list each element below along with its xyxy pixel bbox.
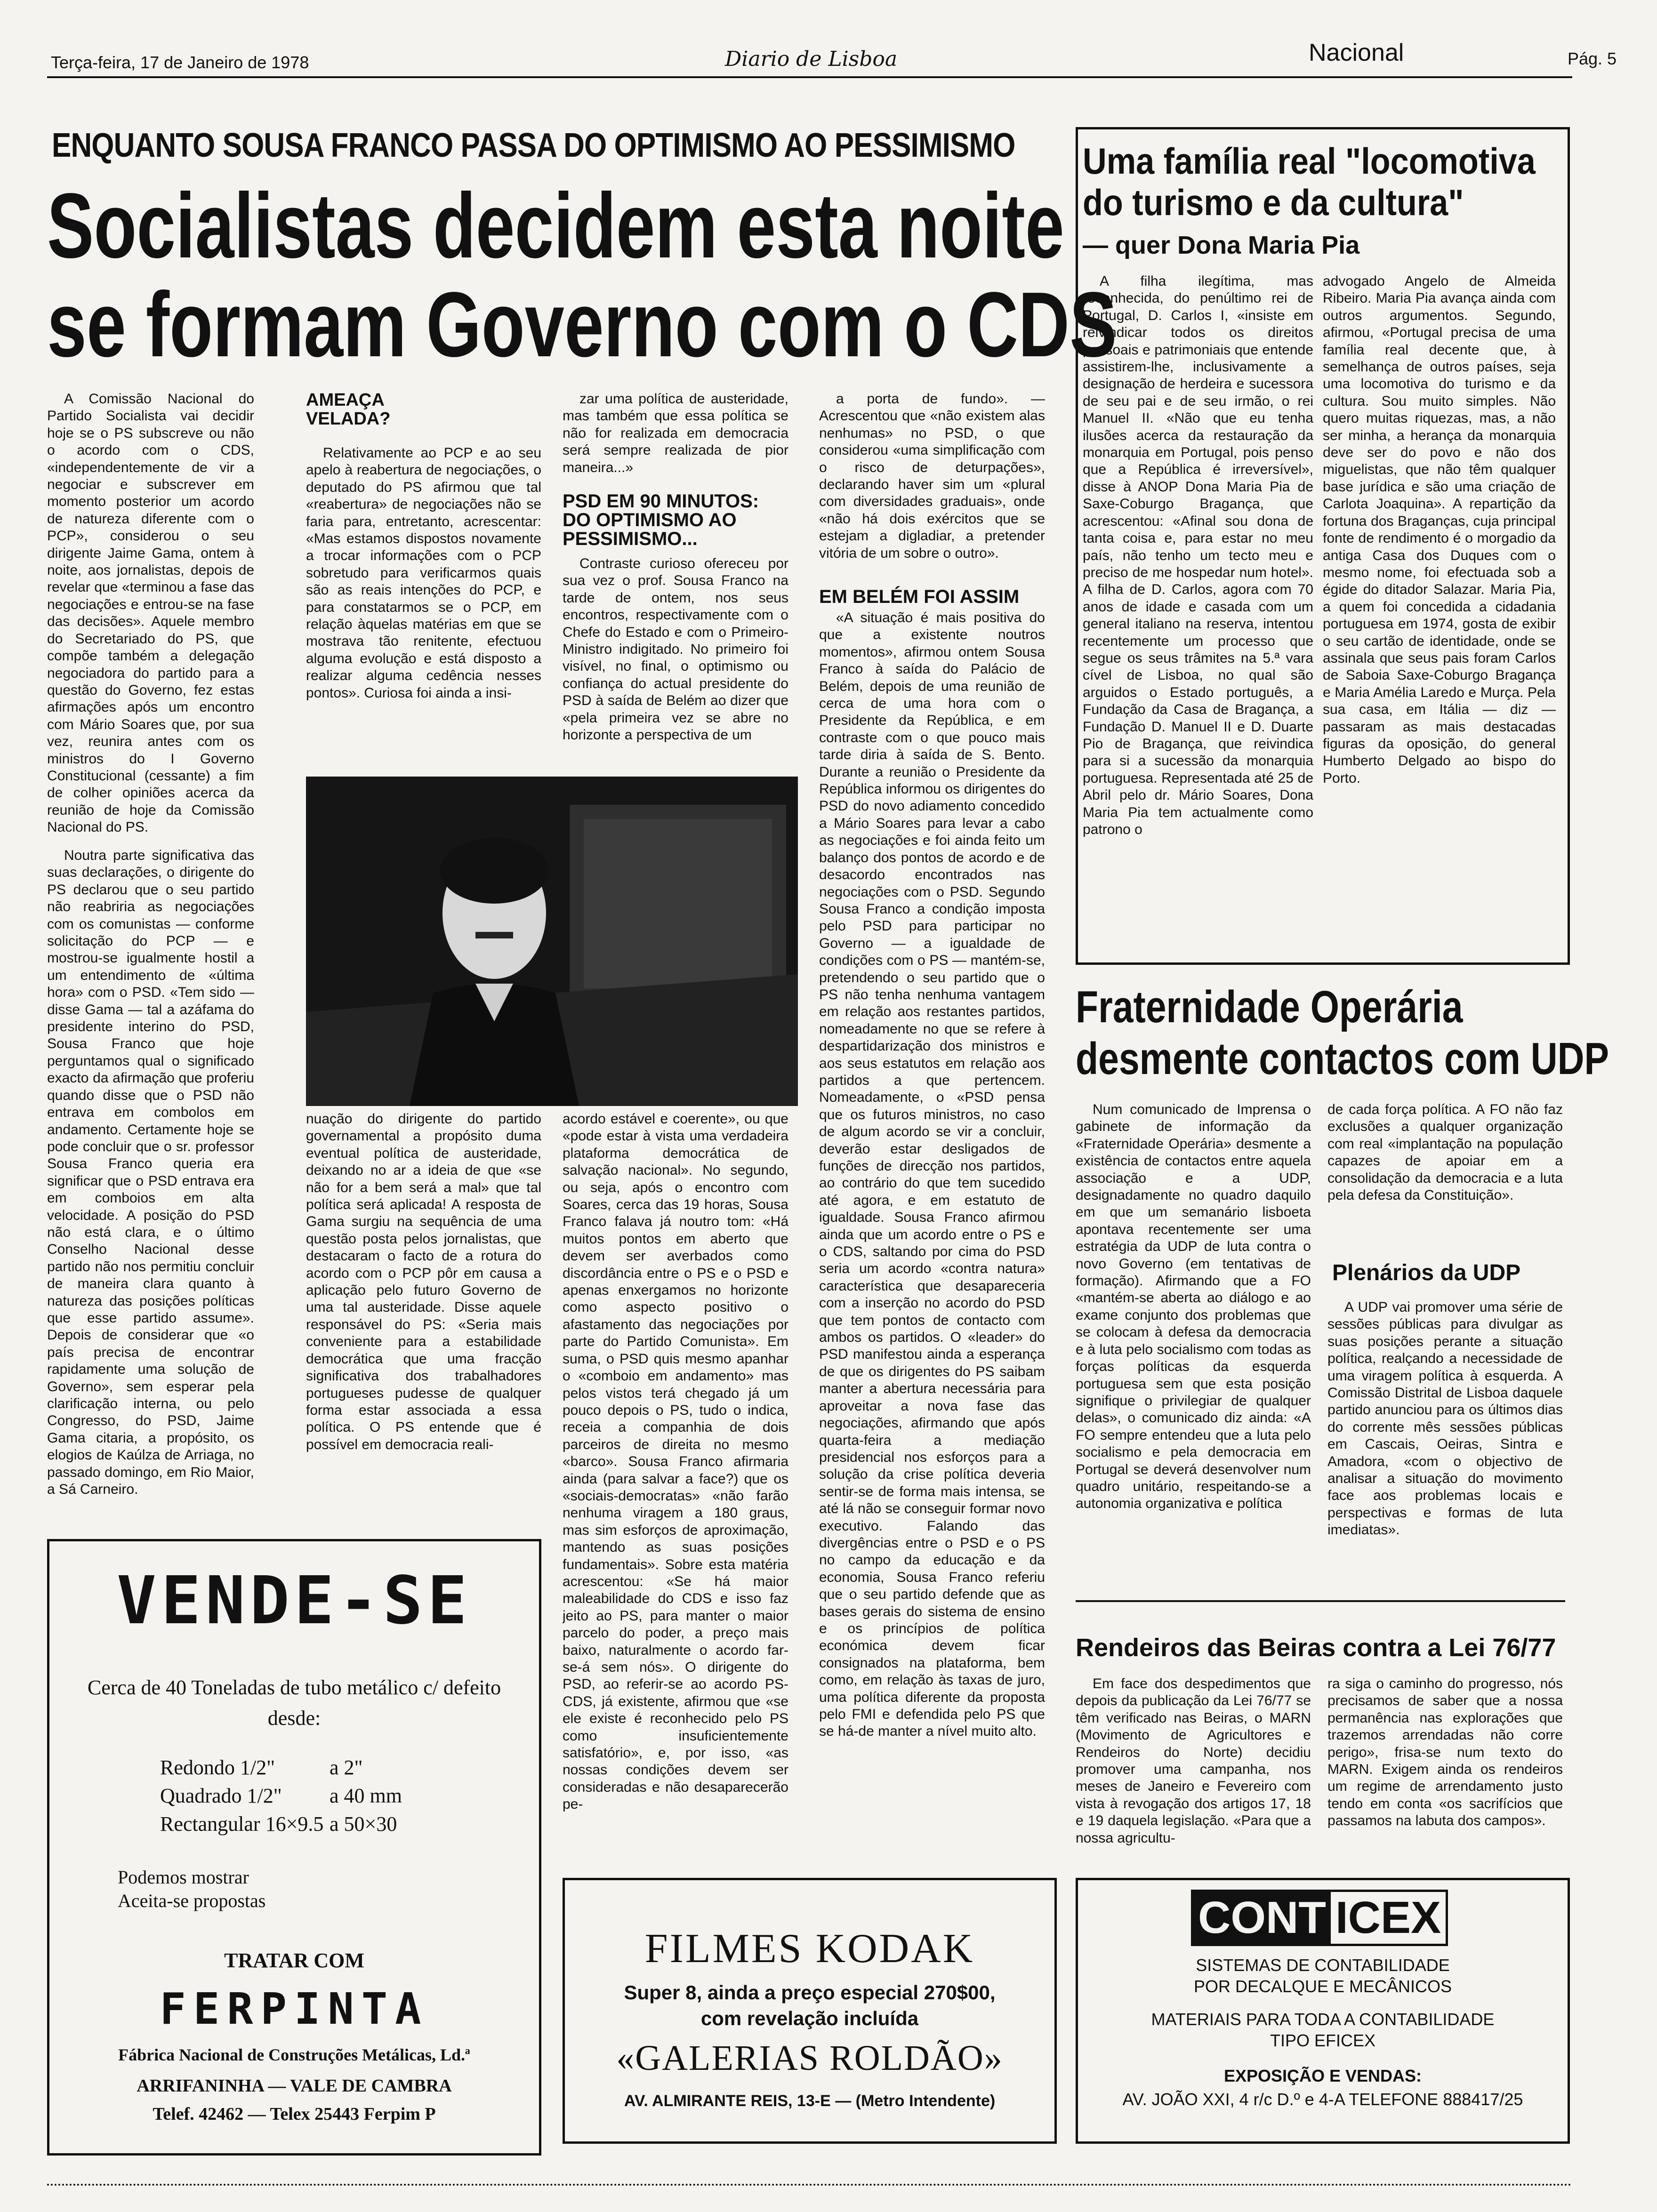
vende-company-sub: Fábrica Nacional de Construções Metálicas, Ld.ª: [118, 2045, 470, 2064]
main-col4-top: a porta de fundo». — Acrescentou que «não existem alas nenhumas» no PSD, o que considerou «uma simplificação com o risco de deturpações», declarando haver sim um «plural com diversidades graduais», onde «não há dois exércitos que se estejam a digladiar, a pretender vitória de um sobre o outro».: [819, 391, 1045, 561]
vende-line-1: Cerca de 40 Toneladas de tubo metálico c/ defeito: [87, 1676, 501, 1699]
bottom-rule: [47, 2184, 1572, 2186]
header-rule: [47, 76, 1572, 78]
kodak-store: «GALERIAS ROLDÃO»: [616, 2038, 1003, 2078]
vende-title: VENDE-SE: [116, 1563, 472, 1639]
masthead: Diario de Lisboa: [725, 47, 898, 71]
fraternidade-col2: de cada força política. A FO não faz exclusões a qualquer organização com real «implantação na população capazes de apoiar em a consolidação da democracia e a luta pela defesa da Constituição».: [1327, 1102, 1563, 1203]
familia-title-1: Uma família real "locomotiva: [1083, 140, 1536, 182]
conticex-logo-a: CONT: [1193, 1892, 1331, 1944]
main-col2-bottom: nuação do dirigente do partido governamental a propósito duma eventual política de austeridade, deixando no ar a ideia de que «se não for a bem será a mal» que tal política será aplicada! A resposta de Gama surgiu na sequência de uma questão posta pelos jornalistas, que destacaram o facto de a rotura do acordo com o PCP pôr em causa a aplicação pelo futuro Governo de uma tal austeridade. Disse aquele responsável do PS: «Seria mais conveniente para a estabilidade democrática que uma fracção significativa dos trabalhadores portugueses pudesse de qualquer forma estar associada a essa política. O PS entende que é possível em democracia reali-: [306, 1111, 541, 1452]
vende-row-1a: Redondo 1/2": [160, 1756, 275, 1779]
conticex-line-4: TIPO EFICEX: [1270, 2031, 1376, 2050]
vende-company: FERPINTA: [160, 1984, 429, 2034]
news-photo: [306, 777, 798, 1106]
main-col2-top: Relativamente ao PCP e ao seu apelo à reabertura de negociações, o deputado do PS afirmou que tal «reabertura» de negociações não se faria para, entretanto, acrescentar: «Mas estamos dispostos novamente a trocar informações com o PCP sobretudo para verificarmos quais são as reais intenções do PCP, e para constatarmos se o PCP, em relação àquelas matérias em que se mostrava tão renitente, efectuou alguma evolução e está disposto a realizar alguma cedência nesses pontos». Curiosa foi ainda a insi-: [306, 445, 541, 701]
subhead-psd: PSD EM 90 MINUTOS: DO OPTIMISMO AO PESSIMISMO...: [563, 491, 759, 549]
vende-row-1b: a 2": [330, 1756, 363, 1779]
conticex-logo: [1191, 1890, 1448, 1946]
familia-col1: A filha ilegítima, mas reconhecida, do penúltimo rei de Portugal, D. Carlos I, «insiste em reivindicar todos os direitos pessoais e patrimoniais que entende assistirem-lhe, inclusivamente a designação de herdeira e sucessora de seu pai e de seu irmão, o rei Manuel II. «Não que eu tenha ilusões acerca da restauração da monarquia em Portugal, pois penso que a República é irreversível», disse à ANOP Dona Maria Pia de Saxe-Coburgo Bragança, que acrescentou: «Afinal sou dona de tanta coisa e, para estar no meu país, não tenho um tecto meu e preciso de me hospedar num hotel». A filha de D. Carlos, agora com 70 anos de idade e casada com um general italiano na reserva, intentou recentemente um processo que segue os seus trâmites na 5.ª vara cível de Lisboa, no qual são arguidos o Estado português, a Fundação da Casa de Bragança, a Fundação D. Manuel II e D. Duarte Pio de Bragança, que reivindica para si a sucessão da monarquia portuguesa. Representada até 25 de Abril pelo dr. Mário Soares, Dona Maria Pia tem actualmente como patrono o: [1083, 273, 1313, 837]
familia-col2: advogado Angelo de Almeida Ribeiro. Maria Pia avança ainda com outros argumentos. Segundo, afirmou, «Portugal precisa de uma família real decente que, à semelhança de outros países, seja uma locomotiva do turismo e da cultura. Sou muito simples. Não quero muitas riquezas, mas, a não ser minha, a herança da monarquia deve ser do povo e não dos miguelistas, que não têm qualquer base jurídica e são uma criação de Carlota Joaquina». A repartição da fortuna dos Braganças, cuja principal fonte de rendimento é o morgadio da antiga Casa dos Duques com o mesmo nome, foi efectuada sob a égide do ditador Salazar. Maria Pia, a quem foi concedida a cidadania portuguesa em 1974, gosta de exibir o seu cartão de identidade, onde se assinala que seus pais foram Carlos de Saboia Saxe-Coburgo Bragança e Maria Amélia Laredo e Murça. Pela sua casa, em Itália — diz — passaram as mais destacadas figuras da oposição, do general Humberto Delgado ao bispo do Porto.: [1323, 273, 1556, 786]
vende-row-2b: a 40 mm: [330, 1784, 402, 1807]
main-col3-top: zar uma política de austeridade, mas também que essa política se não for realizada em democracia será sempre realizada de pior maneira...»: [563, 391, 788, 475]
main-col3-bottom: acordo estável e coerente», ou que «pode estar à vista uma verdadeira plataforma democrática de salvação nacional». No segundo, ou seja, após o encontro com Soares, cerca das 19 horas, Sousa Franco falava já noutro tom: «Há muitos pontos em aberto que devem ser averbados como discordância entre o PS e o PSD e apenas enxergamos no horizonte como aspecto positivo o afastamento das negociações por parte do Partido Comunista». Em suma, o PSD quis mesmo apanhar o «comboio em andamento» mas pelos vistos terá chegado já um pouco depois o PS, tudo o indica, receia a companhia de dois parceiros de direita no mesmo «barco». Sousa Franco afirmaria ainda (para salvar a face?) que os «sociais-democratas» «não farão nenhuma viragem a 180 graus, mas sim esforços de aproximação, mantendo as suas posições fundamentais». Sobre esta matéria acrescentou: «Se há maior maleabilidade do CDS e isso faz jeito ao PS, para manter o maior parcelo do poder, a preço mais baixo, naturalmente o acordo far-se-á sem nós». O dirigente do PSD, ao referir-se ao acordo PS-CDS, já existente, afirmou que «se ele existe é reconhecido pelo PS como insuficientemente satisfatório», e, por isso, «as nossas condições devem ser consideradas e não desaparecerão pe-: [563, 1111, 788, 1812]
vende-row-3b: a 50×30: [330, 1812, 397, 1835]
rendeiros-col2: ra siga o caminho do progresso, nós precisamos de saber que a nossa permanência nas explorações que trazemos arrendadas não corre perigo», frisa-se num texto do MARN. Exigem ainda os rendeiros um regime de arrendamento justo tendo em conta «os sacrifícios que passamos na labuta dos campos».: [1327, 1676, 1563, 1829]
vende-row-3a: Rectangular 16×9.5: [160, 1812, 324, 1835]
rendeiros-col1: Em face dos despedimentos que depois da publicação da Lei 76/77 se têm verificado nas Beiras, o MARN (Movimento de Agricultores e Rendeiros do Norte) decidiu promover uma campanha, nos meses de Janeiro e Fevereiro com vista à revogação dos artigos 17, 18 e 19 daquela legislação. «Para que a nossa agricultu-: [1076, 1676, 1311, 1846]
main-col1-top: A Comissão Nacional do Partido Socialista vai decidir hoje se o PS subscreve ou não o acordo com o CDS, «independentemente de vir a negociar e subscrever em momento posterior um acordo de natureza diferente com o PCP», considerou o seu dirigente Jaime Gama, ontem à noite, aos jornalistas, depois de revelar que «terminou a fase das negociações e entrou-se na fase das decisões». Aquele membro do Secretariado do PS, que compõe também a delegação negociadora do partido para a questão do Governo, fez estas afirmações após um encontro com Mário Soares que, por sua vez, reunira antes com os ministros do I Governo Constitucional (cessante) a fim de colher opiniões acerca da reunião de hoje da Comissão Nacional do PS.: [47, 391, 254, 835]
vende-row-2a: Quadrado 1/2": [160, 1784, 282, 1807]
vende-address: ARRIFANINHA — VALE DE CAMBRA: [137, 2076, 452, 2096]
vende-line-4: Aceita-se propostas: [118, 1890, 266, 1911]
vende-line-2: desde:: [267, 1707, 321, 1730]
conticex-line-5: EXPOSIÇÃO E VENDAS:: [1223, 2066, 1422, 2085]
main-col1-bottom: Noutra parte significativa das suas declarações, o dirigente do PS declarou que o seu partido não reabriria as negociações com os comunistas — conforme solicitação do PCP — e mostrou-se igualmente hostil a um entendimento de «última hora» com o PSD. «Tem sido — disse Gama — tal a azáfama do presidente interino do PSD, Sousa Franco que hoje perguntamos qual o significado exacto da afirmação que proferiu quando disse que o PSD não entrava em combolos em andamento. Certamente hoje se pode concluir que o sr. professor Sousa Franco queria era significar que o PSD entrava era em comboios em alta velocidade. A posição do PSD não está clara, e o último Conselho Nacional desse partido não nos permitiu concluir de maneira clara quanto à natureza das posições políticas que esse partido assume». Depois de considerar que «o país precisa de encontrar rapidamente uma solução de Governo», sem esperar pela clarificação interna, ou pelo Congresso, do PSD, Jaime Gama citaria, a propósito, os elogios de Kaúlza de Arriaga, no passado domingo, em Rio Maior, a Sá Carneiro.: [47, 848, 254, 1498]
fraternidade-rule: [1076, 1600, 1565, 1602]
fraternidade-title-2: desmente contactos com UDP: [1076, 1034, 1609, 1084]
vende-tratar: TRATAR COM: [224, 1949, 364, 1972]
familia-title-2: do turismo e da cultura": [1083, 182, 1464, 223]
vende-phone: Telef. 42462 — Telex 25443 Ferpim P: [153, 2104, 436, 2124]
conticex-logo-b: ICEX: [1335, 1892, 1441, 1943]
kicker: ENQUANTO SOUSA FRANCO PASSA DO OPTIMISMO AO PESSIMISMO: [52, 127, 1015, 164]
conticex-line-2: POR DECALQUE E MECÂNICOS: [1193, 1977, 1452, 1996]
conticex-line-3: MATERIAIS PARA TODA A CONTABILIDADE: [1151, 2010, 1495, 2029]
conticex-line-6: AV. JOÃO XXI, 4 r/c D.º e 4-A TELEFONE 888417/25: [1122, 2090, 1523, 2109]
main-col3-top2: Contraste curioso ofereceu por sua vez o prof. Sousa Franco na tarde de ontem, nos seus encontros, respectivamente com o Chefe do Estado e com o Primeiro-Ministro indigitado. No primeiro foi visível, no final, o optimismo ou confiança do actual presidente do PSD à saída de Belém ao dizer que «pela primeira vez se abre no horizonte a perspectiva de um: [563, 556, 788, 743]
vende-line-3: Podemos mostrar: [118, 1867, 249, 1888]
photo-man-in-car: [306, 777, 798, 1106]
kodak-title: FILMES KODAK: [644, 1926, 975, 1972]
kodak-line-2: com revelação incluída: [700, 2007, 919, 2029]
section-name: Nacional: [1309, 39, 1404, 66]
conticex-line-1: SISTEMAS DE CONTABILIDADE: [1196, 1956, 1450, 1975]
fraternidade-col2b: A UDP vai promover uma série de sessões públicas para divulgar as suas posições perante a situação política, realçando a necessidade de uma viragem política à esquerda. A Comissão Distrital de Lisboa daquele partido anunciou para os últimos dias do corrente mês sessões públicas em Cascais, Oeiras, Sintra e Amadora, «com o objectivo de analisar a situação do movimento face aos problemas locais e perspectivas e formas de luta imediatas».: [1327, 1299, 1563, 1538]
headline-line-1: Socialistas decidem esta noite: [47, 174, 1064, 277]
headline-line-2: se formam Governo com o CDS: [47, 273, 1117, 376]
kodak-line-1: Super 8, ainda a preço especial 270$00,: [624, 1981, 996, 2004]
subhead-plenarios: Plenários da UDP: [1332, 1260, 1521, 1285]
fraternidade-col1: Num comunicado de Imprensa o gabinete de informação da «Fraternidade Operária» desmente a existência de contactos entre aquela associação e a UDP, designadamente no quadro daquilo em que um semanário lisboeta apontava recentemente ser uma estratégia da UDP de luta contra o novo Governo (em tentativas de formação). Afirmando que a FO «mantém-se aberta ao diálogo e ao exame conjunto dos problemas que se colocam à defesa da democracia e à luta pelo socialismo com todas as forças políticas da esquerda portuguesa sem que esta posição signifique o privilegiar de qualquer delas», o comunicado diz ainda: «A FO sempre entendeu que a luta pelo socialismo e pela democracia em Portugal se deverá desenvolver num quadro unitário, respeitando-se a autonomia organizativa e política: [1076, 1102, 1311, 1512]
header-date: Terça-feira, 17 de Janeiro de 1978: [51, 53, 309, 72]
kodak-address: AV. ALMIRANTE REIS, 13-E — (Metro Intendente): [624, 2092, 996, 2110]
fraternidade-title-1: Fraternidade Operária: [1076, 982, 1463, 1032]
subhead-ameaca: AMEAÇA VELADA?: [306, 390, 391, 429]
familia-title-3: — quer Dona Maria Pia: [1083, 231, 1360, 259]
page-number: Pág. 5: [1568, 49, 1617, 68]
subhead-belem: EM BELÉM FOI ASSIM: [819, 586, 1020, 607]
main-col4-rest: «A situação é mais positiva do que a existente noutros momentos», afirmou ontem Sousa Franco à saída do Palácio de Belém, depois de uma reunião de cerca de uma hora com o Presidente da República, e em contraste com o que pouco mais tarde diria à saída de S. Bento. Durante a reunião o Presidente da República informou os dirigentes do PSD do novo adiamento concedido a Mário Soares para levar a cabo as negociações e foi ainda feito um balanço dos pontos de acordo e de desacordo encontrados nas negociações com o PSD. Segundo Sousa Franco a condição imposta pelo PSD para participar no Governo — a igualdade de condições com o PS — mantém-se, pretendendo o seu partido que o PS não tenha nenhuma vantagem em relação aos restantes partidos, nomeadamente no que se refere à despartidarização dos ministros e aos seus estatutos em relação aos partidos a que pertencem. Nomeadamente, o «PSD pensa que os futuros ministros, no caso de algum acordo se vir a concluir, deverão estar desligados de funções de direcção nos partidos, ao contrário do que tem sucedido até agora, e em estatuto de igualdade. Sousa Franco afirmou ainda que um acordo entre o PS e o CDS, saltando por cima do PSD seria um acordo «contra natura» característica que desapareceria com a inserção no acordo do PSD que tem pontos de contacto com ambos os partidos. O «leader» do PSD manifestou ainda a esperança de que os dirigentes do PS saibam manter a abertura necessária para aproveitar a nova fase das negociações, afirmando que após quarta-feira a mediação presidencial nos esforços para a solução da crise política deveria sentir-se de forma mais intensa, se até lá não se conseguir formar novo executivo. Falando das divergências entre o PSD e o PS no campo da educação e da economia, Sousa Franco referiu que o seu partido defende que as bases gerais do sistema de ensino e os princípios de política económica devem ficar consignados na plataforma, bem como, em relação às taxas de juro, uma política diferente da proposta pelo FMI e defendida pelo PS que se há-de manter a nível muito alto.: [819, 610, 1045, 1739]
rendeiros-title: Rendeiros das Beiras contra a Lei 76/77: [1076, 1634, 1556, 1662]
